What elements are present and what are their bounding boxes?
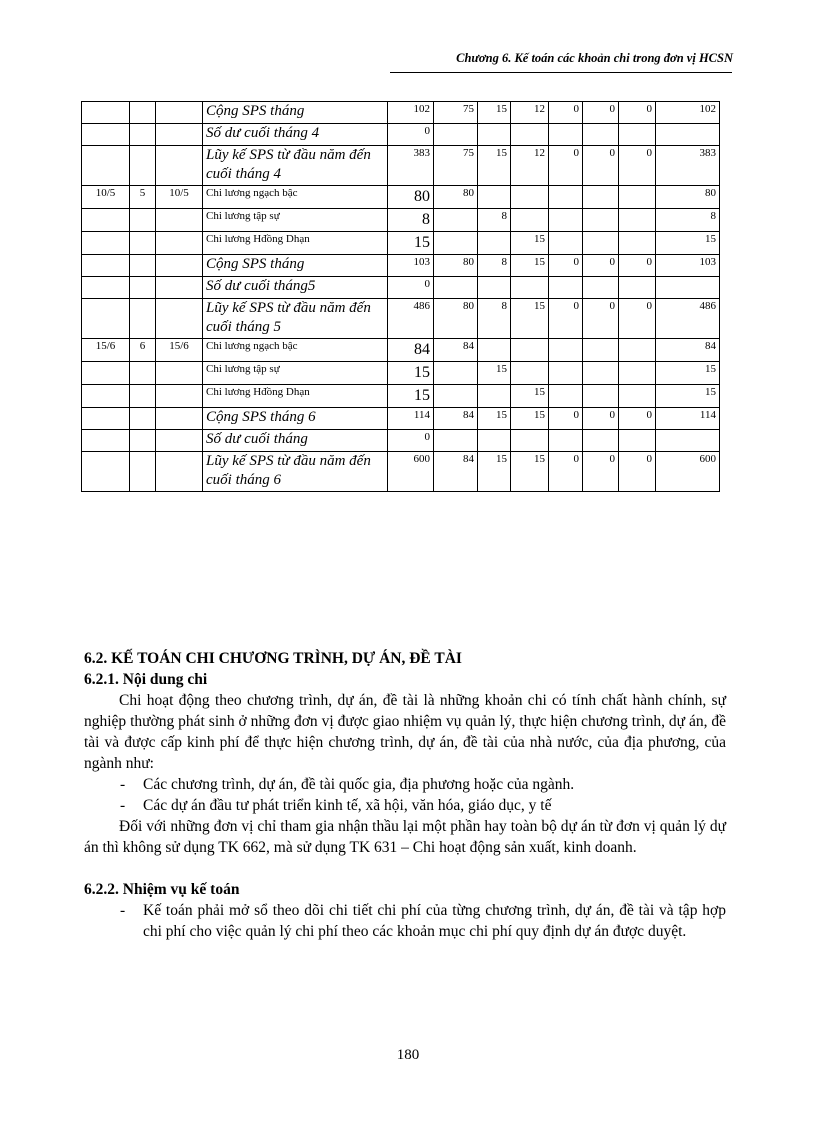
bullet-dash: - (120, 797, 126, 814)
table-cell-e (583, 430, 619, 452)
table-cell-c3 (156, 124, 203, 146)
table-cell-g: 15 (656, 385, 720, 408)
table-cell-a (434, 430, 478, 452)
table-cell-c (511, 339, 549, 362)
table-cell-desc: Chi lương tập sự (203, 362, 388, 385)
subsection-6-2-1: 6.2.1. Nội dung chi (84, 671, 208, 688)
table-cell-d: 0 (549, 146, 583, 186)
table-cell-b: 8 (478, 299, 511, 339)
ledger-body (82, 102, 720, 492)
table-cell-c2 (130, 124, 156, 146)
table-cell-c3 (156, 430, 203, 452)
bullet-text: Kế toán phải mở sổ theo dõi chi tiết chi phí của từng chương trình, dự án, đề tài và tập hợp chi phí cho việc quản lý chi phí theo các khoản mục chi phí quy định dự án được duyệt. (143, 902, 726, 940)
table-cell-e: 0 (583, 408, 619, 430)
table-cell-c1: 15/6 (82, 339, 130, 362)
table-cell-c2 (130, 232, 156, 255)
table-cell-desc: Chi lương Hđồng Dhạn (203, 385, 388, 408)
running-header: Chương 6. Kế toán các khoản chi trong đơn vị HCSN (456, 51, 733, 65)
ledger-table (81, 101, 720, 492)
table-cell-a: 84 (434, 452, 478, 492)
table-cell-e (583, 362, 619, 385)
table-cell-e (583, 232, 619, 255)
table-cell-desc: Lũy kế SPS từ đầu năm đến cuối tháng 4 (203, 146, 388, 186)
table-cell-b: 15 (478, 408, 511, 430)
table-cell-f: 0 (619, 255, 656, 277)
table-cell-d (549, 430, 583, 452)
table-cell-desc: Cộng SPS tháng (203, 255, 388, 277)
table-cell-b (478, 339, 511, 362)
table-cell-c1 (82, 146, 130, 186)
table-cell-b (478, 385, 511, 408)
table-cell-c2 (130, 209, 156, 232)
table-cell-a: 84 (434, 408, 478, 430)
paragraph: Chi hoạt động theo chương trình, dự án, đề tài là những khoản chi có tính chất hành chính, sự nghiệp thường phát sinh ở những đơn vị được giao nhiệm vụ quản lý, thực hiện chương trình, dự án, đề tài và được cấp kinh phí để thực hiện chương trình, dự án, đề tài của nhà nước, của địa phương, của ngành như: (84, 692, 726, 772)
table-cell-total: 8 (388, 209, 434, 232)
table-cell-d (549, 385, 583, 408)
table-cell-c3 (156, 232, 203, 255)
table-cell-desc: Chi lương tập sự (203, 209, 388, 232)
table-row (82, 186, 720, 209)
bullet-dash: - (120, 776, 126, 793)
table-cell-e (583, 277, 619, 299)
table-cell-desc: Chi lương ngạch bậc (203, 339, 388, 362)
table-cell-e (583, 209, 619, 232)
table-row (82, 232, 720, 255)
table-cell-d: 0 (549, 408, 583, 430)
table-cell-a (434, 209, 478, 232)
table-cell-total: 0 (388, 124, 434, 146)
section-6-2 (84, 648, 726, 942)
table-cell-f: 0 (619, 102, 656, 124)
table-cell-c1: 10/5 (82, 186, 130, 209)
table-cell-c (511, 209, 549, 232)
table-cell-e: 0 (583, 299, 619, 339)
table-cell-a (434, 385, 478, 408)
table-cell-e: 0 (583, 146, 619, 186)
table-row (82, 102, 720, 124)
table-row (82, 209, 720, 232)
table-cell-c (511, 430, 549, 452)
table-cell-c: 12 (511, 146, 549, 186)
table-cell-c3 (156, 362, 203, 385)
table-cell-c2 (130, 430, 156, 452)
table-cell-total: 0 (388, 430, 434, 452)
table-cell-g (656, 124, 720, 146)
table-cell-desc: Chi lương ngạch bậc (203, 186, 388, 209)
table-cell-e: 0 (583, 452, 619, 492)
table-cell-f: 0 (619, 299, 656, 339)
table-cell-c (511, 124, 549, 146)
table-cell-g (656, 430, 720, 452)
table-cell-c: 15 (511, 452, 549, 492)
table-cell-desc: Số dư cuối tháng (203, 430, 388, 452)
table-row (82, 362, 720, 385)
table-cell-total: 600 (388, 452, 434, 492)
table-cell-c (511, 362, 549, 385)
table-cell-c2 (130, 255, 156, 277)
table-cell-d (549, 186, 583, 209)
table-cell-a (434, 277, 478, 299)
table-cell-d (549, 362, 583, 385)
table-cell-g: 103 (656, 255, 720, 277)
table-cell-c2: 6 (130, 339, 156, 362)
table-cell-a: 80 (434, 255, 478, 277)
table-cell-b: 15 (478, 362, 511, 385)
table-cell-f (619, 430, 656, 452)
table-cell-a: 84 (434, 339, 478, 362)
table-cell-f: 0 (619, 452, 656, 492)
table-cell-e (583, 339, 619, 362)
table-cell-b: 15 (478, 102, 511, 124)
table-cell-d: 0 (549, 299, 583, 339)
table-cell-c1 (82, 102, 130, 124)
table-cell-c3 (156, 452, 203, 492)
table-cell-g: 8 (656, 209, 720, 232)
table-cell-c3 (156, 209, 203, 232)
bullet-item (120, 900, 726, 942)
table-cell-desc: Cộng SPS tháng (203, 102, 388, 124)
table-cell-d (549, 339, 583, 362)
table-cell-b (478, 277, 511, 299)
table-cell-f: 0 (619, 408, 656, 430)
table-cell-f: 0 (619, 146, 656, 186)
table-cell-c2 (130, 452, 156, 492)
table-cell-c2 (130, 299, 156, 339)
table-cell-c2 (130, 277, 156, 299)
table-cell-b: 15 (478, 146, 511, 186)
table-cell-c3 (156, 299, 203, 339)
table-cell-e (583, 385, 619, 408)
table-cell-f (619, 385, 656, 408)
table-cell-c1 (82, 255, 130, 277)
table-cell-c: 15 (511, 299, 549, 339)
bullet-text: Các chương trình, dự án, đề tài quốc gia, địa phương hoặc của ngành. (143, 776, 575, 793)
table-cell-b (478, 232, 511, 255)
table-cell-total: 15 (388, 385, 434, 408)
page-number: 180 (396, 1047, 420, 1063)
table-cell-a (434, 124, 478, 146)
table-cell-c3 (156, 408, 203, 430)
table-cell-total: 84 (388, 339, 434, 362)
table-cell-c2 (130, 146, 156, 186)
table-cell-desc: Chi lương Hđồng Dhạn (203, 232, 388, 255)
table-cell-d (549, 232, 583, 255)
table-row (82, 385, 720, 408)
table-row (82, 146, 720, 186)
table-cell-c: 15 (511, 385, 549, 408)
table-cell-c3 (156, 102, 203, 124)
table-cell-e: 0 (583, 102, 619, 124)
table-cell-g: 114 (656, 408, 720, 430)
table-cell-c3: 15/6 (156, 339, 203, 362)
table-cell-c2 (130, 102, 156, 124)
table-cell-f (619, 339, 656, 362)
paragraph: Đối với những đơn vị chỉ tham gia nhận thầu lại một phần hay toàn bộ dự án từ đơn vị quản lý dự án thì không sử dụng TK 662, mà sử dụng TK 631 – Chi hoạt động sản xuất, kinh doanh. (84, 818, 726, 856)
table-cell-g: 80 (656, 186, 720, 209)
table-cell-a (434, 232, 478, 255)
table-cell-total: 103 (388, 255, 434, 277)
table-cell-desc: Cộng SPS tháng 6 (203, 408, 388, 430)
table-cell-a (434, 362, 478, 385)
table-cell-g: 84 (656, 339, 720, 362)
table-cell-a: 80 (434, 186, 478, 209)
bullet-item (120, 774, 726, 795)
table-cell-a: 75 (434, 102, 478, 124)
table-cell-desc: Số dư cuối tháng5 (203, 277, 388, 299)
table-cell-c: 15 (511, 255, 549, 277)
table-cell-total: 114 (388, 408, 434, 430)
table-cell-f (619, 362, 656, 385)
table-cell-desc: Lũy kế SPS từ đầu năm đến cuối tháng 5 (203, 299, 388, 339)
table-cell-total: 15 (388, 232, 434, 255)
table-cell-c1 (82, 232, 130, 255)
table-cell-g: 102 (656, 102, 720, 124)
subsection-6-2-2: 6.2.2. Nhiệm vụ kế toán (84, 881, 240, 898)
table-row (82, 430, 720, 452)
table-cell-e: 0 (583, 255, 619, 277)
table-cell-c3: 10/5 (156, 186, 203, 209)
table-cell-g (656, 277, 720, 299)
table-cell-d: 0 (549, 452, 583, 492)
table-cell-c2 (130, 385, 156, 408)
table-cell-c3 (156, 255, 203, 277)
table-cell-d: 0 (549, 102, 583, 124)
table-cell-desc: Lũy kế SPS từ đầu năm đến cuối tháng 6 (203, 452, 388, 492)
table-cell-c2: 5 (130, 186, 156, 209)
table-cell-c1 (82, 452, 130, 492)
table-cell-g: 486 (656, 299, 720, 339)
header-rule (390, 72, 732, 73)
table-cell-c: 15 (511, 408, 549, 430)
table-cell-b: 15 (478, 452, 511, 492)
table-cell-a: 75 (434, 146, 478, 186)
bullet-dash: - (120, 902, 126, 919)
table-cell-f (619, 209, 656, 232)
table-cell-c2 (130, 362, 156, 385)
table-cell-c3 (156, 146, 203, 186)
table-cell-c2 (130, 408, 156, 430)
table-cell-d (549, 277, 583, 299)
table-cell-b: 8 (478, 209, 511, 232)
table-cell-c3 (156, 277, 203, 299)
table-row (82, 255, 720, 277)
table-cell-f (619, 186, 656, 209)
table-cell-b (478, 186, 511, 209)
table-cell-c3 (156, 385, 203, 408)
table-cell-g: 15 (656, 232, 720, 255)
table-cell-total: 486 (388, 299, 434, 339)
table-cell-f (619, 124, 656, 146)
table-cell-e (583, 124, 619, 146)
table-cell-total: 0 (388, 277, 434, 299)
table-cell-c1 (82, 209, 130, 232)
table-row (82, 339, 720, 362)
table-cell-c1 (82, 277, 130, 299)
table-cell-total: 80 (388, 186, 434, 209)
table-row (82, 299, 720, 339)
table-cell-d (549, 209, 583, 232)
bullet-text: Các dự án đầu tư phát triển kinh tế, xã hội, văn hóa, giáo dục, y tế (143, 797, 552, 814)
table-row (82, 124, 720, 146)
table-cell-total: 383 (388, 146, 434, 186)
table-cell-total: 15 (388, 362, 434, 385)
table-cell-c1 (82, 385, 130, 408)
table-cell-c: 15 (511, 232, 549, 255)
table-row (82, 408, 720, 430)
table-cell-c: 12 (511, 102, 549, 124)
table-cell-c1 (82, 362, 130, 385)
table-cell-g: 383 (656, 146, 720, 186)
section-heading: 6.2. KẾ TOÁN CHI CHƯƠNG TRÌNH, DỰ ÁN, ĐỀ TÀI (84, 650, 462, 667)
table-row (82, 277, 720, 299)
table-cell-b (478, 124, 511, 146)
table-cell-c (511, 277, 549, 299)
table-cell-desc: Số dư cuối tháng 4 (203, 124, 388, 146)
table-cell-g: 15 (656, 362, 720, 385)
table-cell-c1 (82, 299, 130, 339)
table-cell-a: 80 (434, 299, 478, 339)
table-cell-e (583, 186, 619, 209)
bullet-item (120, 795, 726, 816)
table-cell-c1 (82, 408, 130, 430)
table-cell-g: 600 (656, 452, 720, 492)
table-cell-b: 8 (478, 255, 511, 277)
table-cell-b (478, 430, 511, 452)
table-row (82, 452, 720, 492)
table-cell-total: 102 (388, 102, 434, 124)
table-cell-c (511, 186, 549, 209)
table-cell-d: 0 (549, 255, 583, 277)
table-cell-d (549, 124, 583, 146)
table-cell-c1 (82, 124, 130, 146)
table-cell-c1 (82, 430, 130, 452)
table-cell-f (619, 277, 656, 299)
table-cell-f (619, 232, 656, 255)
